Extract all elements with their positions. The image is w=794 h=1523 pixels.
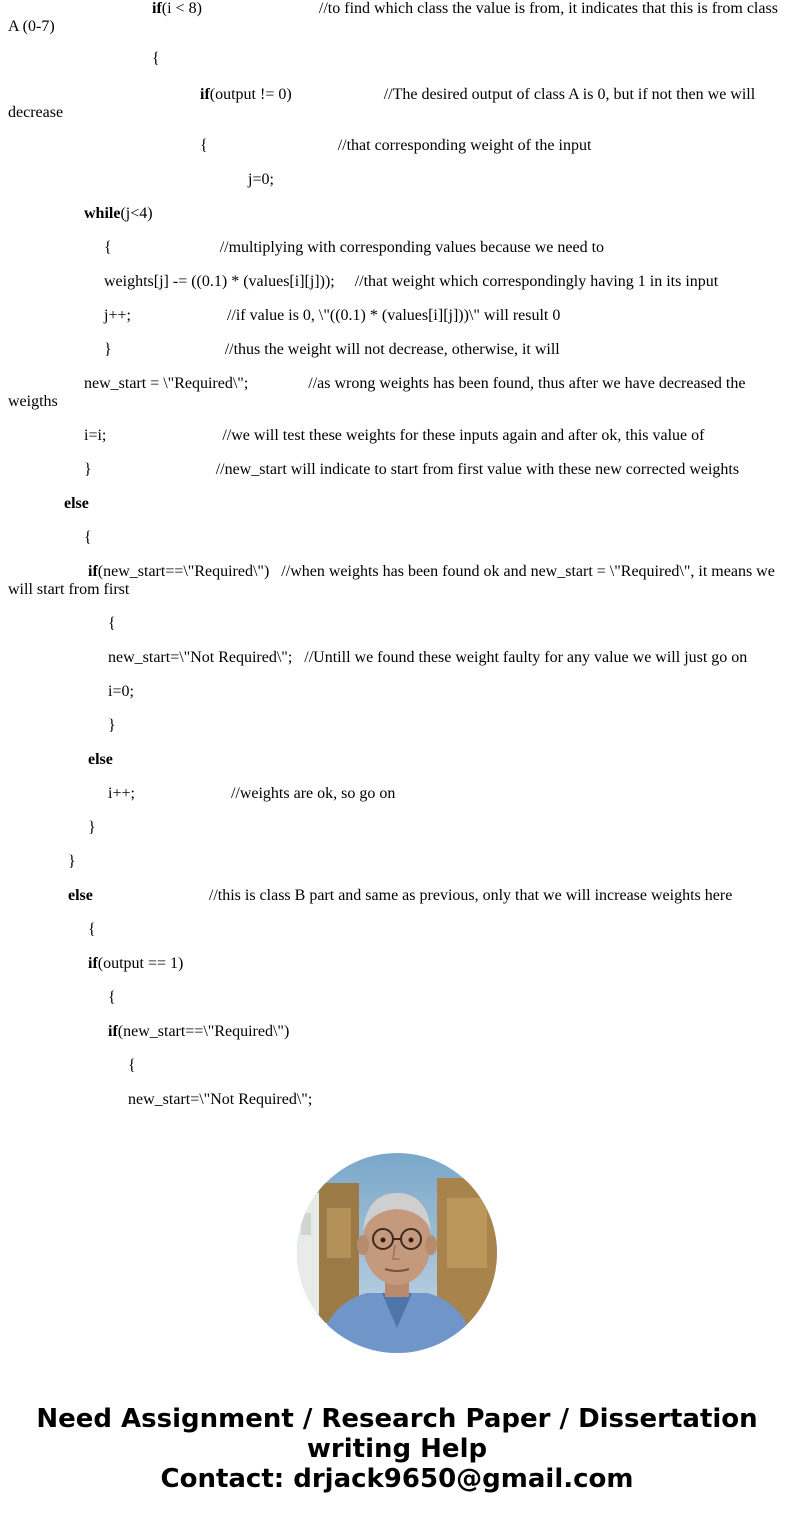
- code-comment: //weights are ok, so go on: [230, 785, 396, 802]
- code-text: }: [68, 853, 76, 870]
- code-line: [8, 921, 786, 939]
- contact-line: Contact: drjack9650@gmail.com: [160, 1464, 634, 1494]
- code-comment: //The desired output of class A is 0, but if not then we will decrease: [8, 86, 756, 121]
- code-line: [8, 1023, 786, 1041]
- code-line: [8, 461, 786, 479]
- code-text: }: [88, 819, 96, 836]
- code-text: (output != 0): [209, 86, 292, 103]
- code-line: [8, 86, 786, 122]
- code-text: new_start=\"Not Required\";: [128, 1091, 313, 1108]
- code-keyword: if: [152, 0, 162, 17]
- code-text: {: [200, 137, 208, 154]
- code-line: [8, 563, 786, 599]
- code-text: j=0;: [248, 171, 274, 188]
- code-text: j++;: [104, 307, 131, 324]
- code-comment: //Untill we found these weight faulty for any value we will just go on: [304, 649, 748, 666]
- code-line: [8, 341, 786, 359]
- code-line: [8, 751, 786, 769]
- code-text: (j<4): [120, 205, 153, 222]
- code-text: }: [108, 717, 116, 734]
- code-text: {: [128, 1057, 136, 1074]
- code-line: [8, 683, 786, 701]
- promo-line-1: Need Assignment / Research Paper / Dissertation: [36, 1404, 758, 1434]
- code-line: [8, 1057, 786, 1075]
- code-comment: //thus the weight will not decrease, otherwise, it will: [224, 341, 560, 358]
- code-line: [8, 307, 786, 325]
- code-line: [8, 955, 786, 973]
- code-text: i=i;: [84, 427, 107, 444]
- code-line: [8, 819, 786, 837]
- code-keyword: else: [64, 495, 89, 512]
- code-text: (new_start==\"Required\"): [117, 1023, 290, 1040]
- code-line: [8, 137, 786, 155]
- code-text: i++;: [108, 785, 135, 802]
- code-line: [8, 427, 786, 445]
- promo-footer: [0, 1404, 794, 1494]
- code-comment: //if value is 0, \"((0.1) * (values[i][j]))\" will result 0: [226, 307, 561, 324]
- author-avatar: [297, 1153, 497, 1353]
- code-keyword: if: [200, 86, 210, 103]
- code-comment: //that weight which correspondingly having 1 in its input: [354, 273, 719, 290]
- code-text: i=0;: [108, 683, 134, 700]
- code-keyword: if: [88, 955, 98, 972]
- code-line: [8, 171, 786, 189]
- code-comment: //to find which class the value is from, it indicates that this is from class A (0-7): [8, 0, 778, 35]
- code-line: [8, 375, 786, 411]
- code-text: {: [88, 921, 96, 938]
- code-comment: //when weights has been found ok and new_start = \"Required\", it means we will start from first: [8, 563, 775, 598]
- code-line: [8, 205, 786, 223]
- code-comment: //as wrong weights has been found, thus after we have decreased the weigths: [8, 375, 746, 410]
- code-comment: //this is class B part and same as previous, only that we will increase weights here: [208, 887, 733, 904]
- code-text: {: [108, 615, 116, 632]
- code-text: (i < 8): [161, 0, 202, 17]
- code-line: [8, 273, 786, 291]
- code-text: new_start=\"Not Required\";: [108, 649, 293, 666]
- code-keyword: else: [68, 887, 93, 904]
- code-keyword: if: [108, 1023, 118, 1040]
- code-text: (output == 1): [97, 955, 184, 972]
- code-text: {: [104, 239, 112, 256]
- code-text: (new_start==\"Required\"): [97, 563, 270, 580]
- code-line: [8, 989, 786, 1007]
- code-comment: //multiplying with corresponding values because we need to: [219, 239, 605, 256]
- code-text: }: [84, 461, 92, 478]
- code-comment: //new_start will indicate to start from first value with these new corrected weights: [215, 461, 740, 478]
- code-line: [8, 239, 786, 257]
- code-keyword: else: [88, 751, 113, 768]
- code-comment: //we will test these weights for these inputs again and after ok, this value of: [222, 427, 705, 444]
- code-text: {: [152, 50, 160, 67]
- code-line: [8, 717, 786, 735]
- code-line: [8, 853, 786, 871]
- code-line: [8, 1091, 786, 1109]
- code-keyword: if: [88, 563, 98, 580]
- code-line: [8, 495, 786, 513]
- code-text: }: [104, 341, 112, 358]
- code-line: [8, 887, 786, 905]
- code-comment: //that corresponding weight of the input: [337, 137, 592, 154]
- code-text: new_start = \"Required\";: [84, 375, 249, 392]
- code-text: {: [108, 989, 116, 1006]
- code-line: [8, 615, 786, 633]
- code-text: {: [84, 529, 92, 546]
- code-line: [8, 785, 786, 803]
- promo-line-2: writing Help: [306, 1434, 488, 1464]
- code-line: [8, 0, 786, 36]
- code-line: [8, 529, 786, 547]
- code-text: weights[j] -= ((0.1) * (values[i][j]));: [104, 273, 335, 290]
- author-photo-illustration: [297, 1153, 497, 1353]
- code-keyword: while: [84, 205, 121, 222]
- code-line: [8, 649, 786, 667]
- code-line: [8, 50, 786, 68]
